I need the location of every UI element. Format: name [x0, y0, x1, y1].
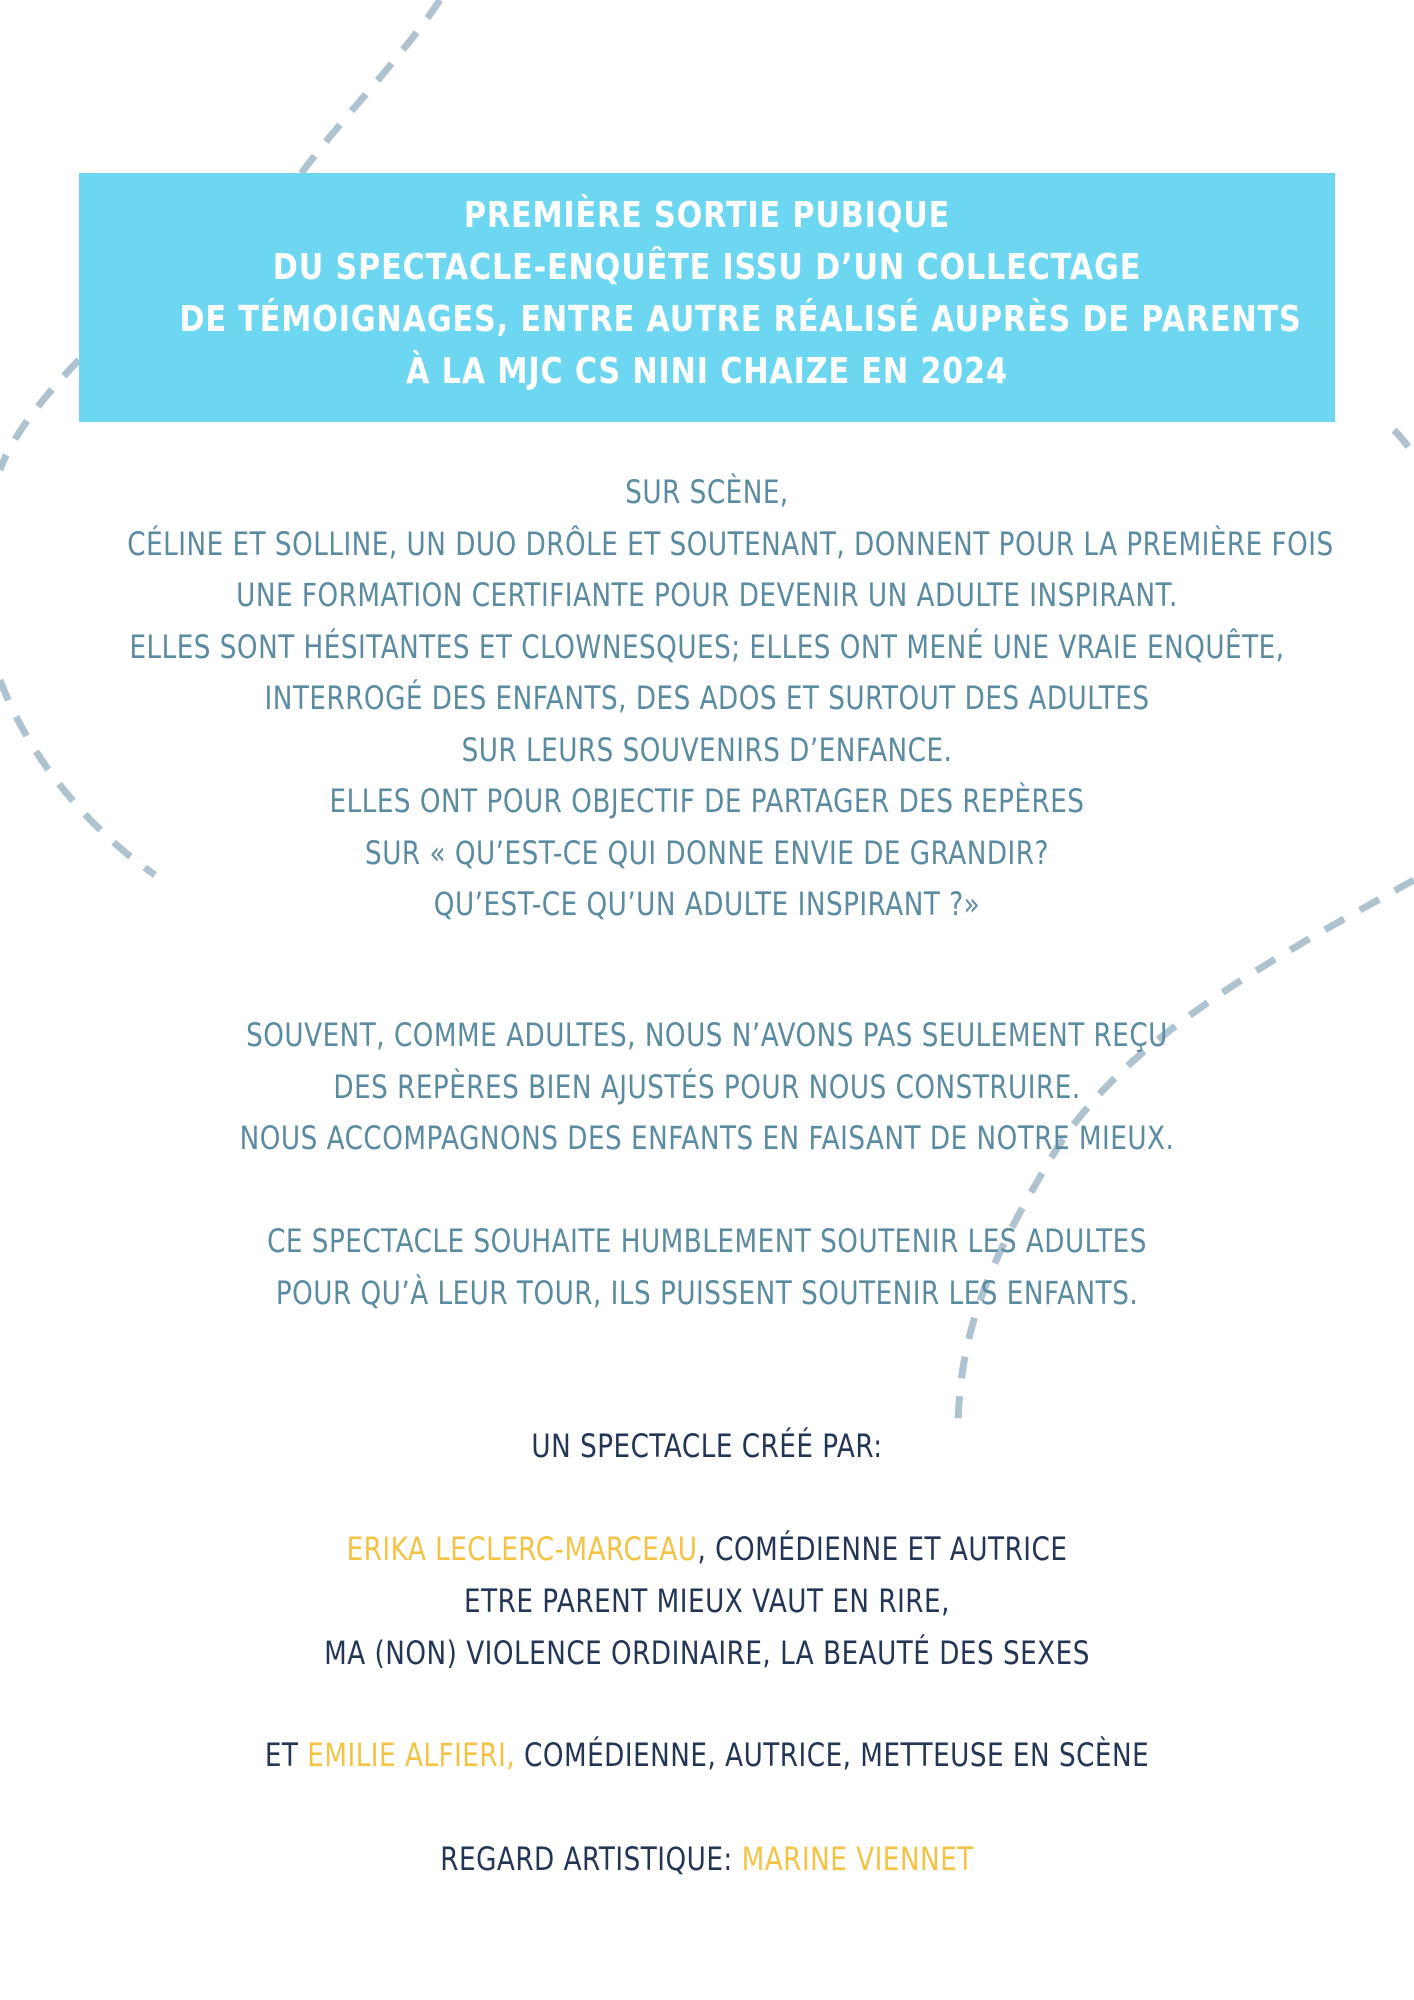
- erika-name: ERIKA LECLERC-MARCEAU: [346, 1530, 698, 1568]
- credits-heading: UN SPECTACLE CRÉÉ PAR:: [531, 1427, 883, 1465]
- erika-line: [127, 1523, 1286, 1575]
- intro-paragraph: [0, 467, 1414, 931]
- credits-erika: [0, 1523, 1414, 1679]
- paragraph-line: POUR QU’À LEUR TOUR, ILS PUISSENT SOUTENIR LES ENFANTS.: [275, 1273, 1139, 1312]
- title-banner: [79, 173, 1335, 422]
- intro-line: INTERROGÉ DES ENFANTS, DES ADOS ET SURTOUT DES ADULTES: [264, 679, 1150, 717]
- banner-line: DE TÉMOIGNAGES, ENTRE AUTRE RÉALISÉ AUPRÈS DE PARENTS: [179, 299, 1302, 340]
- banner-line: PREMIÈRE SORTIE PUBIQUE: [463, 195, 951, 236]
- regard-label: REGARD ARTISTIQUE:: [440, 1840, 742, 1878]
- intro-line: QU’EST-CE QU’UN ADULTE INSPIRANT ?»: [433, 885, 981, 923]
- emilie-line: [127, 1729, 1286, 1781]
- emilie-prefix: ET: [264, 1736, 308, 1774]
- credits-regard: [0, 1833, 1414, 1885]
- intro-line: ELLES ONT POUR OBJECTIF DE PARTAGER DES REPÈRES: [329, 782, 1085, 820]
- intro-line: SUR SCÈNE,: [625, 473, 789, 511]
- regard-line: [127, 1833, 1286, 1885]
- intro-line: ELLES SONT HÉSITANTES ET CLOWNESQUES; ELLES ONT MENÉ UNE VRAIE ENQUÊTE,: [129, 627, 1285, 666]
- emilie-role: COMÉDIENNE, AUTRICE, METTEUSE EN SCÈNE: [515, 1736, 1150, 1774]
- erika-role: , COMÉDIENNE ET AUTRICE: [697, 1530, 1068, 1568]
- regard-name: MARINE VIENNET: [741, 1840, 974, 1878]
- intro-line: UNE FORMATION CERTIFIANTE POUR DEVENIR UN ADULTE INSPIRANT.: [236, 576, 1178, 614]
- banner-line: DU SPECTACLE-ENQUÊTE ISSU D’UN COLLECTAGE: [272, 247, 1142, 288]
- erika-works-line: MA (NON) VIOLENCE ORDINAIRE, LA BEAUTÉ DES SEXES: [324, 1634, 1090, 1672]
- banner-line: À LA MJC CS NINI CHAIZE EN 2024: [406, 351, 1008, 392]
- credits-emilie: [0, 1729, 1414, 1781]
- intro-line: CÉLINE ET SOLLINE, UN DUO DRÔLE ET SOUTENANT, DONNENT POUR LA PREMIÈRE FOIS: [127, 524, 1334, 563]
- intro-line: SUR LEURS SOUVENIRS D’ENFANCE.: [461, 730, 953, 769]
- adults-paragraph: [0, 1010, 1414, 1165]
- emilie-name: EMILIE ALFIERI,: [307, 1736, 516, 1774]
- credits-heading-block: [0, 1420, 1414, 1472]
- mission-paragraph: [0, 1216, 1414, 1319]
- erika-works-line: ETRE PARENT MIEUX VAUT EN RIRE,: [464, 1582, 950, 1620]
- paragraph-line: CE SPECTACLE SOUHAITE HUMBLEMENT SOUTENIR LES ADULTES: [267, 1222, 1147, 1260]
- paragraph-line: SOUVENT, COMME ADULTES, NOUS N’AVONS PAS SEULEMENT REÇU: [246, 1016, 1168, 1054]
- paragraph-line: DES REPÈRES BIEN AJUSTÉS POUR NOUS CONSTRUIRE.: [333, 1067, 1081, 1106]
- intro-line: SUR « QU’EST-CE QUI DONNE ENVIE DE GRANDIR?: [365, 833, 1049, 872]
- paragraph-line: NOUS ACCOMPAGNONS DES ENFANTS EN FAISANT DE NOTRE MIEUX.: [239, 1119, 1175, 1157]
